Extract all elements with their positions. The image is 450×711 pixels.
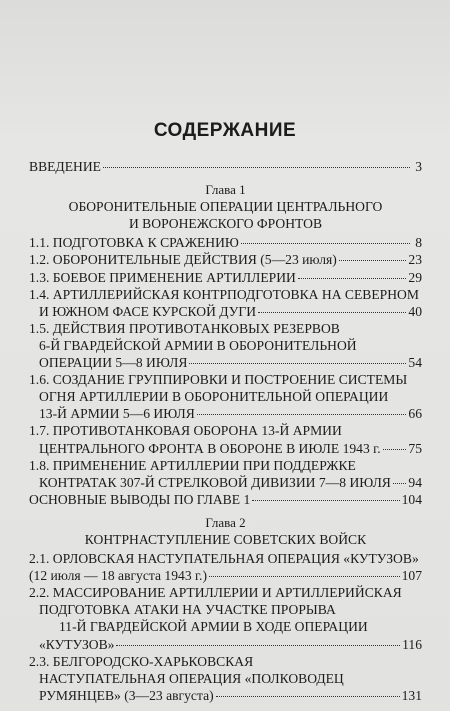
toc-entry-title: ВВЕДЕНИЕ — [29, 159, 101, 174]
toc-entry-title-line: ОГНЯ АРТИЛЛЕРИИ В ОБОРОНИТЕЛЬНОЙ ОПЕРАЦИИ — [39, 389, 389, 405]
chapter-title — [29, 198, 422, 232]
dot-leader — [216, 684, 400, 697]
toc-entry-title-line: 11-Й ГВАРДЕЙСКОЙ АРМИИ В ХОДЕ ОПЕРАЦИИ — [59, 619, 368, 635]
toc-entry-title-line: НАСТУПАТЕЛЬНАЯ ОПЕРАЦИЯ «ПОЛКОВОДЕЦ — [39, 670, 344, 686]
chapter-title-line: И ВОРОНЕЖСКОГО ФРОНТОВ — [128, 216, 323, 232]
toc-entry-title-line: КОНТРАТАК 307-Й СТРЕЛКОВОЙ ДИВИЗИИ 7—8 ИЮЛЯ — [39, 474, 391, 490]
toc-entry-title-line: ПОДГОТОВКА АТАКИ НА УЧАСТКЕ ПРОРЫВА — [39, 602, 336, 618]
toc-entry-2-1[interactable] — [29, 550, 422, 584]
toc-entry-title-line: 1.4. АРТИЛЛЕРИЙСКАЯ КОНТРПОДГОТОВКА НА СЕВЕРНОМ — [29, 286, 419, 302]
toc-entry-title-line: ОПЕРАЦИИ 5—8 ИЮЛЯ — [39, 355, 188, 371]
toc-entry-title: 1.2. ОБОРОНИТЕЛЬНЫЕ ДЕЙСТВИЯ (5—23 июля) — [29, 252, 337, 268]
toc-entry-title-line: И ЮЖНОМ ФАСЕ КУРСКОЙ ДУГИ — [39, 303, 257, 319]
dot-leader — [258, 300, 406, 313]
toc-page-number: 94 — [408, 474, 422, 490]
toc-entry-title-line: 1.8. ПРИМЕНЕНИЕ АРТИЛЛЕРИИ ПРИ ПОДДЕРЖКЕ — [29, 457, 356, 473]
dot-leader — [339, 249, 407, 262]
toc-page-number: 23 — [408, 252, 422, 268]
toc-entry-title-line: 1.7. ПРОТИВОТАНКОВАЯ ОБОРОНА 13-Й АРМИИ — [29, 423, 342, 439]
toc-entry-title-line: РУМЯНЦЕВ» (3—23 августа) — [39, 687, 214, 703]
chapter-label: Глава 1 — [205, 182, 246, 198]
dot-leader — [189, 351, 406, 364]
table-of-contents — [29, 158, 422, 704]
toc-entry-1-4[interactable] — [29, 286, 422, 320]
toc-page-number: 54 — [408, 355, 422, 371]
toc-entry-2-2[interactable] — [29, 584, 422, 652]
toc-entry-title-line: 1.5. ДЕЙСТВИЯ ПРОТИВОТАНКОВЫХ РЕЗЕРВОВ — [29, 320, 340, 336]
toc-entry-intro[interactable] — [29, 158, 422, 175]
dot-leader — [209, 565, 400, 578]
toc-entry-chapter1-conclusions[interactable] — [29, 491, 422, 508]
chapter-title-line: КОНТРНАСТУПЛЕНИЕ СОВЕТСКИХ ВОЙСК — [84, 531, 367, 547]
toc-page-number: 116 — [402, 636, 422, 652]
dot-leader — [241, 232, 410, 245]
toc-entry-title-line: 6-Й ГВАРДЕЙСКОЙ АРМИИ В ОБОРОНИТЕЛЬНОЙ — [39, 337, 357, 353]
toc-entry-title: 1.3. БОЕВОЕ ПРИМЕНЕНИЕ АРТИЛЛЕРИИ — [29, 269, 296, 285]
chapter-label: Глава 2 — [205, 514, 246, 530]
toc-entry-2-3[interactable] — [29, 653, 422, 704]
toc-entry-1-6[interactable] — [29, 371, 422, 422]
toc-page-number: 3 — [415, 159, 422, 174]
toc-entry-title-line: ЦЕНТРАЛЬНОГО ФРОНТА В ОБОРОНЕ В ИЮЛЕ 1943 г. — [39, 440, 381, 456]
chapter-title-line: ОБОРОНИТЕЛЬНЫЕ ОПЕРАЦИИ ЦЕНТРАЛЬНОГО — [68, 199, 383, 215]
dot-leader — [197, 403, 407, 416]
toc-page-number: 8 — [415, 235, 422, 251]
dot-leader — [298, 266, 407, 279]
page-title: СОДЕРЖАНИЕ — [153, 120, 297, 141]
toc-entry-title-line: 2.3. БЕЛГОРОДСКО-ХАРЬКОВСКАЯ — [29, 653, 254, 669]
toc-page-number: 29 — [408, 269, 422, 285]
toc-entry-1-7[interactable] — [29, 422, 422, 456]
toc-entry-title: ОСНОВНЫЕ ВЫВОДЫ ПО ГЛАВЕ 1 — [29, 491, 251, 507]
toc-entry-title-line: (12 июля — 18 августа 1943 г.) — [29, 568, 207, 584]
toc-page-number: 40 — [408, 303, 422, 319]
dot-leader — [383, 437, 407, 450]
chapter-title — [29, 531, 422, 548]
toc-entry-title-line: 1.6. СОЗДАНИЕ ГРУППИРОВКИ И ПОСТРОЕНИЕ СИСТЕМЫ — [29, 372, 408, 388]
toc-page-number: 107 — [401, 568, 422, 584]
toc-entry-title-line: 2.1. ОРЛОВСКАЯ НАСТУПАТЕЛЬНАЯ ОПЕРАЦИЯ «КУТУЗОВ» — [29, 551, 419, 567]
toc-page-number: 131 — [401, 687, 422, 703]
toc-page-number: 75 — [408, 440, 422, 456]
toc-entry-1-5[interactable] — [29, 320, 422, 371]
toc-entry-1-8[interactable] — [29, 457, 422, 491]
toc-entry-title-line: «КУТУЗОВ» — [39, 636, 115, 652]
toc-entry-title-line: 2.2. МАССИРОВАНИЕ АРТИЛЛЕРИИ И АРТИЛЛЕРИЙСКАЯ — [29, 585, 402, 601]
toc-entry-title-line: 13-Й АРМИИ 5—6 ИЮЛЯ — [39, 406, 195, 422]
dot-leader — [252, 488, 399, 501]
toc-entry-1-3[interactable] — [29, 269, 422, 286]
toc-entry-title: 1.1. ПОДГОТОВКА К СРАЖЕНИЮ — [29, 235, 239, 251]
dot-leader — [103, 155, 410, 168]
toc-page-number: 104 — [401, 491, 422, 507]
toc-page-number: 66 — [408, 406, 422, 422]
dot-leader — [393, 471, 407, 484]
dot-leader — [116, 633, 400, 646]
